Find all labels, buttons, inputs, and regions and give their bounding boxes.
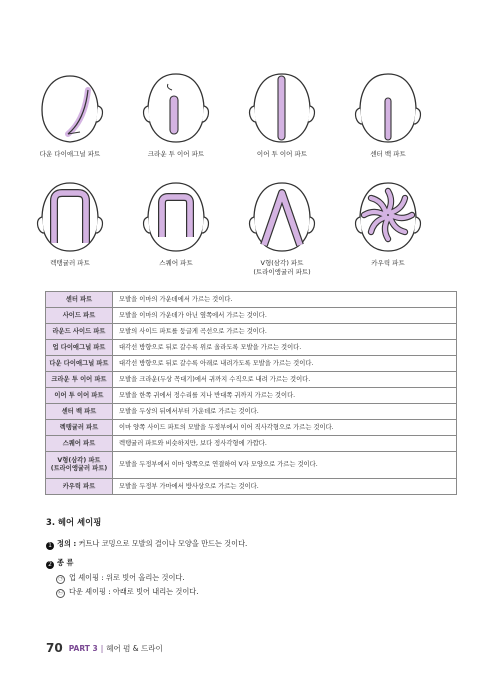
item-number: ㉠ (57, 576, 63, 582)
table-row (46, 372, 457, 388)
part-description: 모발을 두정부 가마에서 방사상으로 가르는 것이다. (113, 479, 457, 495)
part-term: 업 다이애그널 파트 (46, 340, 113, 356)
table-row (46, 436, 457, 452)
part-description: 모발을 두상의 뒤에서부터 가운데로 가르는 것이다. (113, 404, 457, 420)
part-description: 모발의 사이드 파트를 둥글게 곡선으로 가르는 것이다. (113, 324, 457, 340)
item-number: ㉡ (57, 590, 63, 596)
part-term: 크라운 투 이어 파트 (46, 372, 113, 388)
part-term: 렉탱귤러 파트 (46, 420, 113, 436)
head-rectangular-part-icon (28, 175, 112, 257)
part-term: 사이드 파트 (46, 308, 113, 324)
part-term: V형(삼각) 파트 (트라이앵귤러 파트) (46, 452, 113, 479)
section-heading: 3. 헤어 셰이핑 (46, 517, 102, 527)
head-crown-to-ear-part-icon (134, 68, 218, 148)
table-row (46, 340, 457, 356)
number-badge: 1 (46, 542, 54, 550)
chapter-title: 헤어 펌 & 드라이 (106, 644, 163, 653)
definition-line (46, 539, 247, 550)
part-term: 카우릭 파트 (46, 479, 113, 495)
figure-caption: 이어 투 이어 파트 (256, 150, 308, 158)
part-term: 센터 백 파트 (46, 404, 113, 420)
part-description: 모발을 한쪽 귀에서 정수리를 지나 반대쪽 귀까지 가르는 것이다. (113, 388, 457, 404)
figure-caption: V형(삼각) 파트 (트라이앵귤러 파트) (253, 259, 311, 276)
part-definition-table (45, 291, 457, 495)
part-description: 이마 양쪽 사이드 파트의 모발을 두정부에서 이어 직사각형으로 가르는 것이다. (113, 420, 457, 436)
figure-down-diagonal-part (26, 68, 114, 159)
head-center-back-part-icon (346, 68, 430, 148)
page-number: 70 (46, 641, 63, 655)
table-row (46, 324, 457, 340)
part-term: 다운 다이애그널 파트 (46, 356, 113, 372)
table-row (46, 308, 457, 324)
footer-separator: | (100, 644, 104, 653)
figure-caption: 센터 백 파트 (370, 150, 406, 158)
part-description: 모발을 이마의 가운데가 아닌 옆쪽에서 가르는 것이다. (113, 308, 457, 324)
part-description: 모발을 크라운(두상 꼭대기)에서 귀까지 수직으로 내려 가르는 것이다. (113, 372, 457, 388)
figure-caption: 렉탱귤러 파트 (50, 259, 90, 267)
part-term: 스퀘어 파트 (46, 436, 113, 452)
table-row (46, 479, 457, 495)
figure-center-back-part (344, 68, 432, 159)
figure-caption: 스퀘어 파트 (159, 259, 193, 267)
part-description: 모발을 이마의 가운데에서 가르는 것이다. (113, 292, 457, 308)
item-text: 업 셰이핑 : 위로 빗어 올리는 것이다. (69, 573, 185, 582)
figure-rectangular-part (26, 175, 114, 268)
head-ear-to-ear-part-icon (240, 68, 324, 148)
table-row (46, 388, 457, 404)
list-item (56, 587, 199, 598)
figure-caption: 다운 다이애그널 파트 (39, 150, 101, 158)
head-diagonal-part-icon (28, 68, 112, 148)
page-footer (46, 641, 163, 655)
part-term: 라운드 사이드 파트 (46, 324, 113, 340)
item-text: 다운 셰이핑 : 아래로 빗어 내리는 것이다. (69, 587, 199, 596)
part-description: 모발을 두정부에서 이마 양쪽으로 연결하여 V자 모양으로 가르는 것이다. (113, 452, 457, 479)
figure-crown-to-ear-part (132, 68, 220, 159)
part-description: 렉탱귤러 파트와 비슷하지만, 보다 정사각형에 가깝다. (113, 436, 457, 452)
table-row (46, 356, 457, 372)
list-item (56, 573, 185, 584)
figure-ear-to-ear-part (238, 68, 326, 159)
figure-caption: 크라운 투 이어 파트 (147, 150, 205, 158)
table-row (46, 420, 457, 436)
part-description: 대각선 방향으로 뒤로 갈수록 아래로 내려가도록 모발을 가르는 것이다. (113, 356, 457, 372)
number-badge: 2 (46, 561, 54, 569)
definition-label: 정의 : (57, 539, 77, 548)
part-label: PART 3 (68, 644, 98, 653)
figure-v-shape-part (238, 175, 326, 277)
part-term: 이어 투 이어 파트 (46, 388, 113, 404)
part-description: 대각선 방향으로 뒤로 갈수록 위로 올라도록 모발을 가르는 것이다. (113, 340, 457, 356)
part-term: 센터 파트 (46, 292, 113, 308)
table-row (46, 452, 457, 479)
figure-caption: 카우릭 파트 (371, 259, 405, 267)
head-v-shape-part-icon (240, 175, 324, 257)
head-cowlick-part-icon (346, 175, 430, 257)
table-row (46, 404, 457, 420)
types-label: 종 류 (57, 558, 74, 567)
figure-square-part (132, 175, 220, 268)
head-square-part-icon (134, 175, 218, 257)
definition-text: 커트나 코밍으로 모발의 결이나 모양을 만드는 것이다. (76, 539, 248, 548)
table-row (46, 292, 457, 308)
figure-cowlick-part (344, 175, 432, 268)
types-line (46, 558, 73, 569)
